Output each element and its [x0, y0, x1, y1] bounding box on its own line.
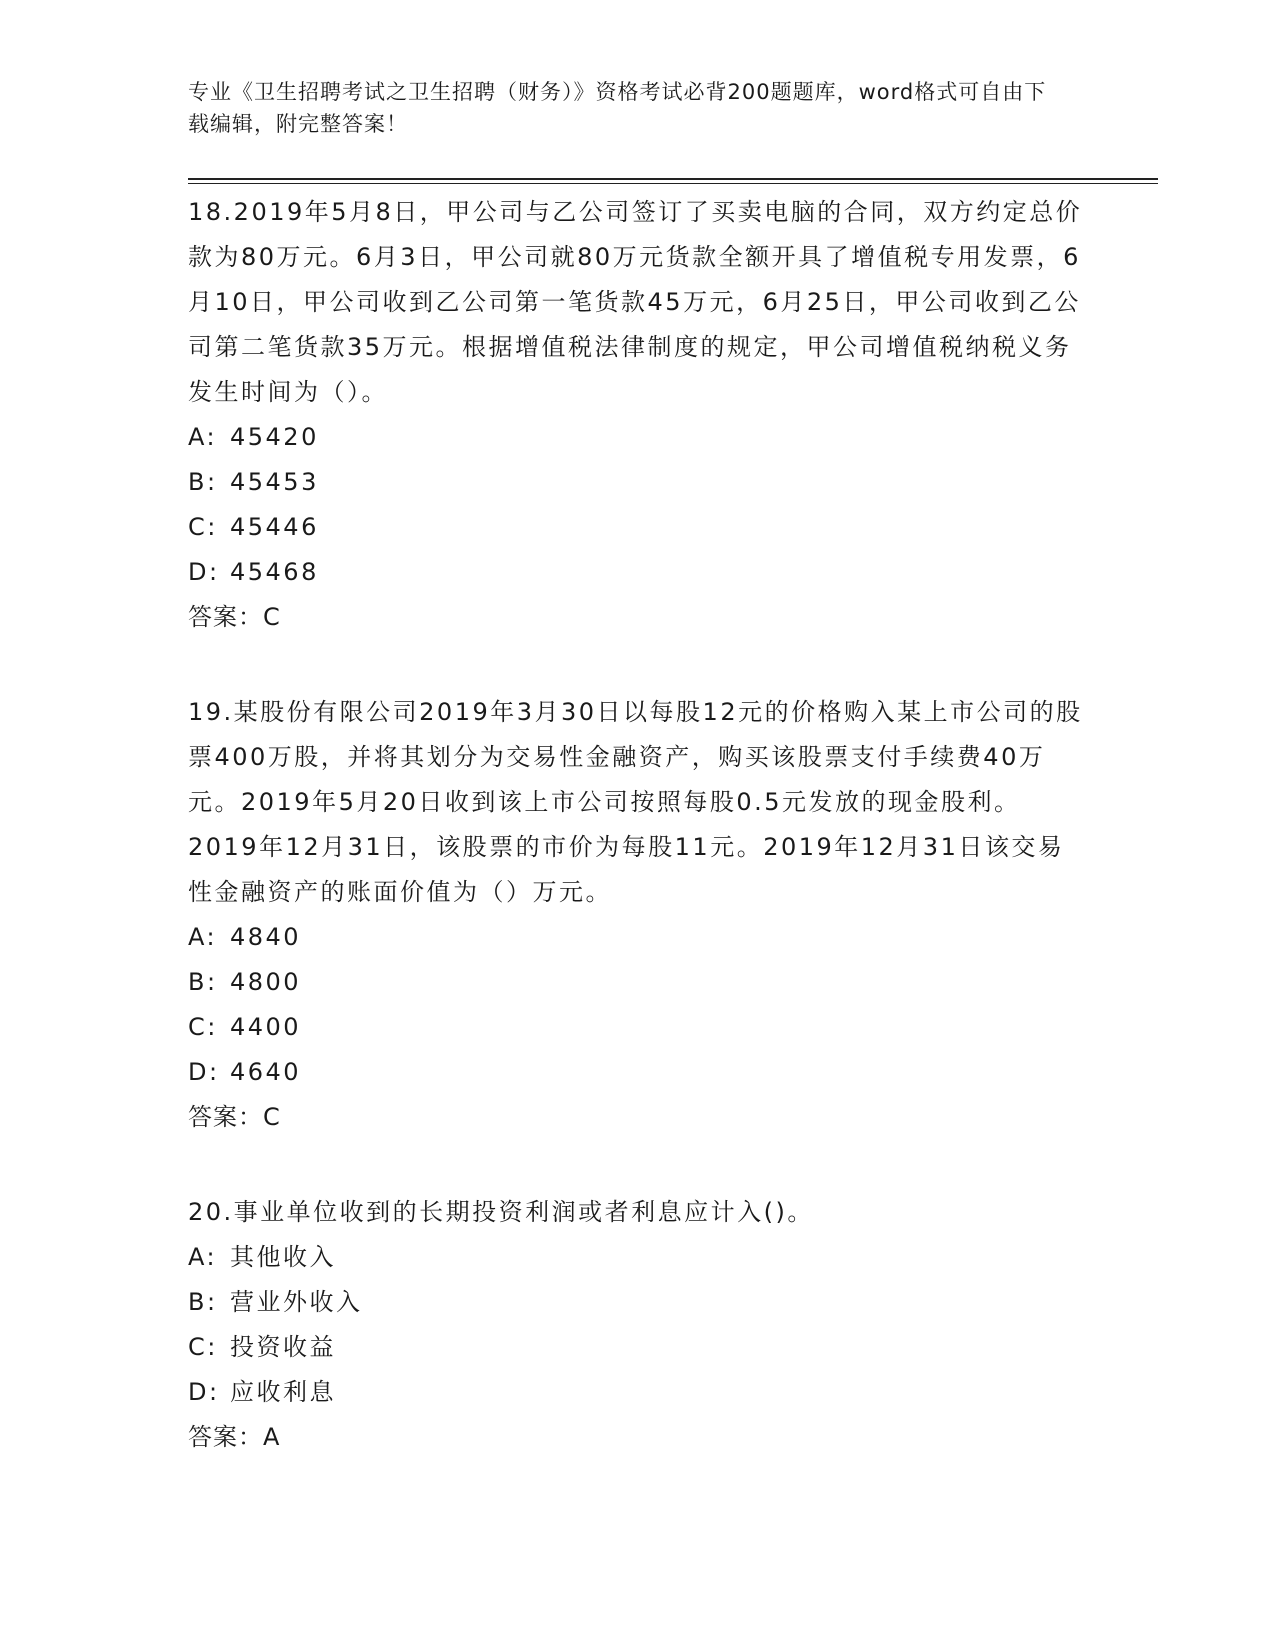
option-a [188, 1235, 1088, 1280]
option-letter: B: [188, 968, 218, 996]
question-20 [188, 1190, 1088, 1460]
option-c [188, 505, 1088, 550]
option-letter: C: [188, 1333, 218, 1361]
option-letter: A: [188, 923, 218, 951]
option-text: 应收利息 [230, 1378, 336, 1406]
answer-line: 答案：C [188, 1103, 281, 1131]
question-gap [188, 640, 1088, 690]
option-letter: C: [188, 1013, 218, 1041]
option-text: 45453 [230, 468, 319, 496]
option-text: 4400 [230, 1013, 302, 1041]
option-letter: D: [188, 1378, 220, 1406]
option-b [188, 960, 1088, 1005]
option-text: 4840 [230, 923, 302, 951]
option-text: 45446 [230, 513, 319, 541]
answer-line: 答案：A [188, 1423, 281, 1451]
option-text: 投资收益 [230, 1333, 336, 1361]
option-text: 4800 [230, 968, 302, 996]
question-text: 18.2019年5月8日，甲公司与乙公司签订了买卖电脑的合同，双方约定总价款为80万元。6月3日，甲公司就80万元货款全额开具了增值税专用发票，6月10日，甲公司收到乙公司第一笔货款45万元，6月25日，甲公司收到乙公司第二笔货款35万元。根据增值税法律制度的规定，甲公司增值税纳税义务发生时间为（）。 [188, 198, 1083, 406]
option-b [188, 460, 1088, 505]
option-d [188, 1050, 1088, 1095]
header-divider [188, 178, 1158, 184]
question-18 [188, 190, 1088, 640]
question-text: 20.事业单位收到的长期投资利润或者利息应计入()。 [188, 1198, 814, 1226]
option-text: 45420 [230, 423, 319, 451]
option-b [188, 1280, 1088, 1325]
option-d [188, 1370, 1088, 1415]
option-d [188, 550, 1088, 595]
option-text: 营业外收入 [230, 1288, 363, 1316]
option-text: 4640 [230, 1058, 302, 1086]
option-c [188, 1325, 1088, 1370]
option-letter: B: [188, 468, 218, 496]
option-letter: B: [188, 1288, 218, 1316]
option-letter: C: [188, 513, 218, 541]
question-gap [188, 1140, 1088, 1190]
option-text: 45468 [230, 558, 319, 586]
option-a [188, 415, 1088, 460]
answer-line: 答案：C [188, 603, 281, 631]
option-c [188, 1005, 1088, 1050]
question-text: 19.某股份有限公司2019年3月30日以每股12元的价格购入某上市公司的股票400万股，并将其划分为交易性金融资产，购买该股票支付手续费40万元。2019年5月20日收到该上市公司按照每股0.5元发放的现金股利。2019年12月31日，该股票的市价为每股11元。2019年12月31日该交易性金融资产的账面价值为（）万元。 [188, 698, 1083, 906]
document-header: 专业《卫生招聘考试之卫生招聘（财务）》资格考试必背200题题库，word格式可自由下载编辑，附完整答案！ [188, 80, 1047, 136]
option-a [188, 915, 1088, 960]
option-letter: A: [188, 423, 218, 451]
option-letter: D: [188, 1058, 220, 1086]
option-letter: A: [188, 1243, 218, 1271]
question-19 [188, 690, 1088, 1140]
option-text: 其他收入 [230, 1243, 336, 1271]
question-list [188, 190, 1088, 1460]
option-letter: D: [188, 558, 220, 586]
